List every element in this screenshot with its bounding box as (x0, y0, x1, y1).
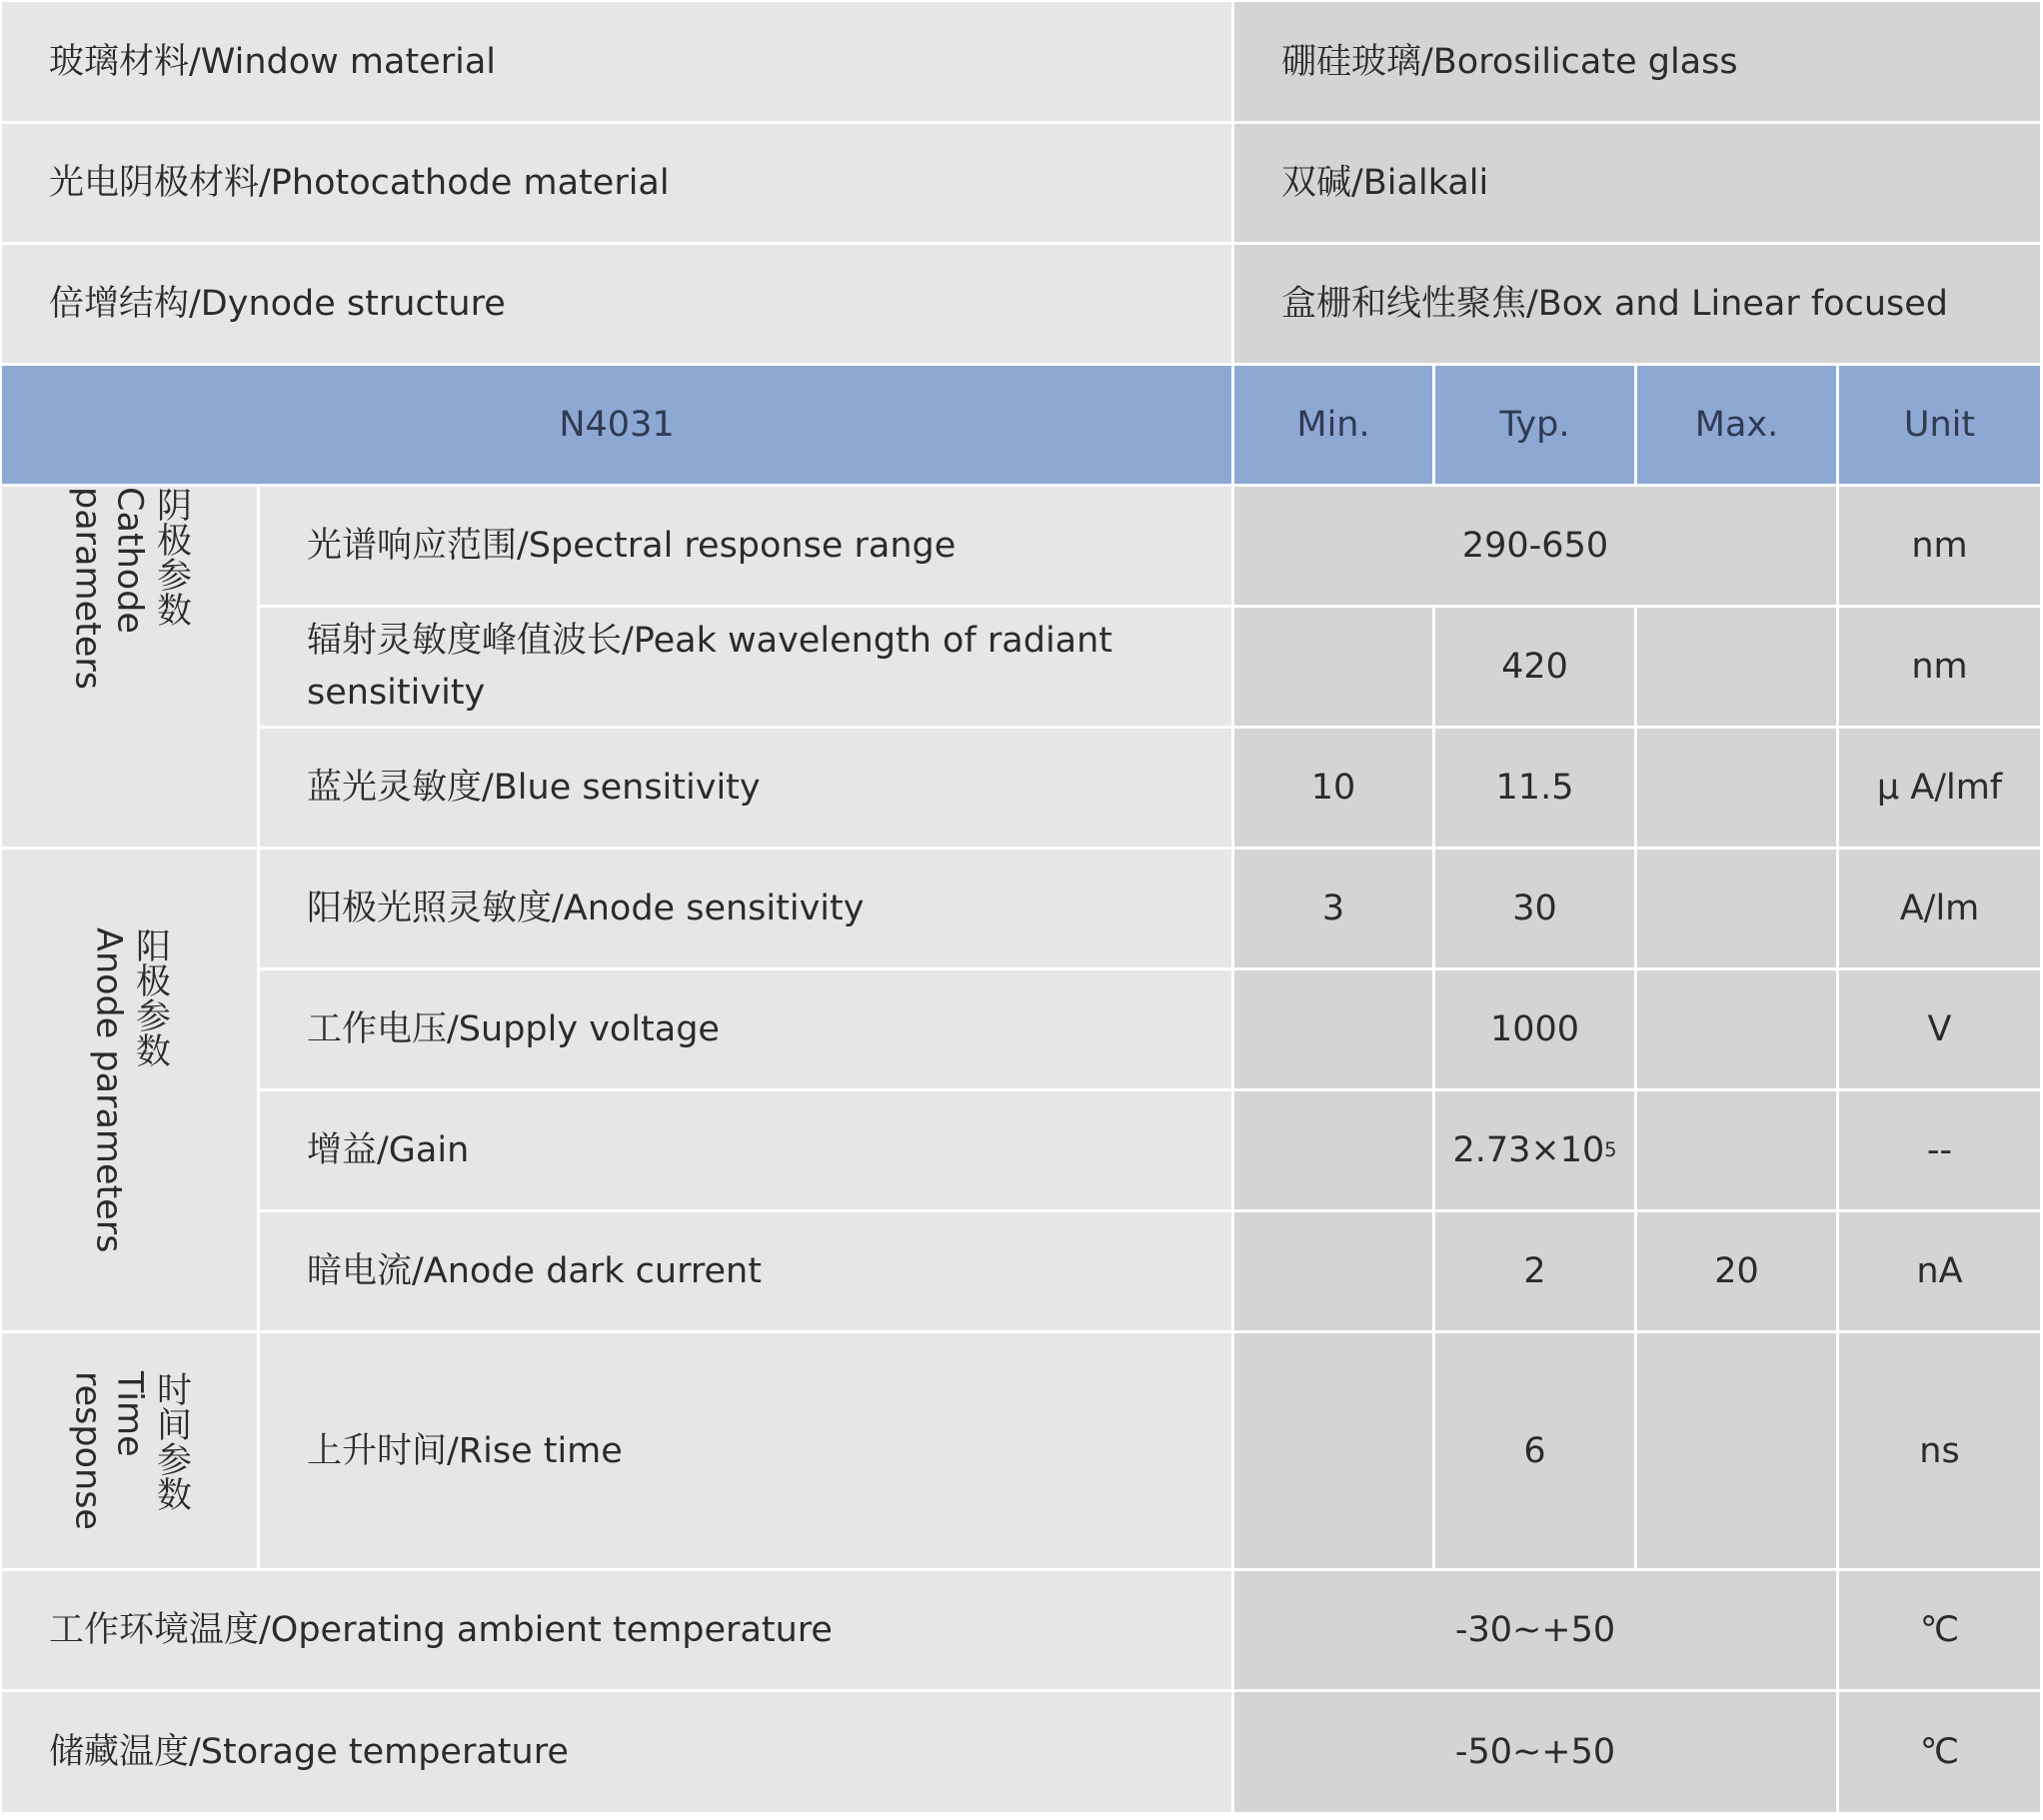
blue-typ: 11.5 (1435, 729, 1634, 847)
peak-typ: 420 (1435, 608, 1634, 726)
group-anode-label: 阳极参数 Anode parameters (88, 926, 171, 1253)
anode-sens-unit: A/lm (1839, 850, 2040, 967)
gain-typ-base: 2.73×10 (1452, 1130, 1605, 1170)
supply-max (1637, 970, 1836, 1088)
operating-temp-unit: ℃ (1839, 1571, 2040, 1689)
dark-unit: nA (1839, 1212, 2040, 1330)
dynode-value: 盒栅和线性聚焦/Box and Linear focused (1234, 245, 2040, 363)
header-unit: Unit (1839, 366, 2040, 484)
rise-max (1637, 1333, 1836, 1568)
peak-min (1234, 608, 1432, 726)
spectral-label: 光谱响应范围/Spectral response range (260, 487, 1231, 605)
blue-max (1637, 729, 1836, 847)
header-typ: Typ. (1435, 366, 1634, 484)
anode-sens-min: 3 (1234, 850, 1432, 967)
header-min: Min. (1234, 366, 1432, 484)
operating-temp-range: -30~+50 (1234, 1571, 1836, 1689)
spectral-range: 290-650 (1234, 487, 1836, 605)
gain-label: 增益/Gain (260, 1091, 1231, 1209)
group-time-label: 时间参数 Time response (67, 1371, 192, 1530)
group-anode (2, 850, 257, 1330)
group-cathode (2, 487, 257, 847)
anode-sens-label: 阳极光照灵敏度/Anode sensitivity (260, 850, 1231, 967)
blue-unit: μ A/lmf (1839, 729, 2040, 847)
window-material-label: 玻璃材料/Window material (2, 2, 1231, 121)
peak-label: 辐射灵敏度峰值波长/Peak wavelength of radiant sensitivity (260, 608, 1231, 726)
gain-typ: 2.73×10 5 (1435, 1091, 1634, 1209)
photocathode-label: 光电阴极材料/Photocathode material (2, 124, 1231, 242)
storage-temp-range: -50~+50 (1234, 1692, 1836, 1812)
group-time (2, 1333, 257, 1568)
supply-unit: V (1839, 970, 2040, 1088)
photocathode-value: 双碱/Bialkali (1234, 124, 2040, 242)
rise-label: 上升时间/Rise time (260, 1333, 1231, 1568)
dark-max: 20 (1637, 1212, 1836, 1330)
anode-sens-max (1637, 850, 1836, 967)
operating-temp-label: 工作环境温度/Operating ambient temperature (2, 1571, 1231, 1689)
peak-max (1637, 608, 1836, 726)
blue-label: 蓝光灵敏度/Blue sensitivity (260, 729, 1231, 847)
rise-unit: ns (1839, 1333, 2040, 1568)
dark-typ: 2 (1435, 1212, 1634, 1330)
dark-label: 暗电流/Anode dark current (260, 1212, 1231, 1330)
header-model: N4031 (2, 366, 1231, 484)
rise-min (1234, 1333, 1432, 1568)
rise-typ: 6 (1435, 1333, 1634, 1568)
dark-min (1234, 1212, 1432, 1330)
peak-unit: nm (1839, 608, 2040, 726)
supply-label: 工作电压/Supply voltage (260, 970, 1231, 1088)
gain-unit: -- (1839, 1091, 2040, 1209)
storage-temp-unit: ℃ (1839, 1692, 2040, 1812)
anode-sens-typ: 30 (1435, 850, 1634, 967)
storage-temp-label: 储藏温度/Storage temperature (2, 1692, 1231, 1812)
group-cathode-label: 阴极参数 Cathode parameters (67, 487, 192, 691)
spectral-unit: nm (1839, 487, 2040, 605)
dynode-label: 倍增结构/Dynode structure (2, 245, 1231, 363)
header-max: Max. (1637, 366, 1836, 484)
supply-min (1234, 970, 1432, 1088)
blue-min: 10 (1234, 729, 1432, 847)
supply-typ: 1000 (1435, 970, 1634, 1088)
gain-max (1637, 1091, 1836, 1209)
window-material-value: 硼硅玻璃/Borosilicate glass (1234, 2, 2040, 121)
gain-min (1234, 1091, 1432, 1209)
